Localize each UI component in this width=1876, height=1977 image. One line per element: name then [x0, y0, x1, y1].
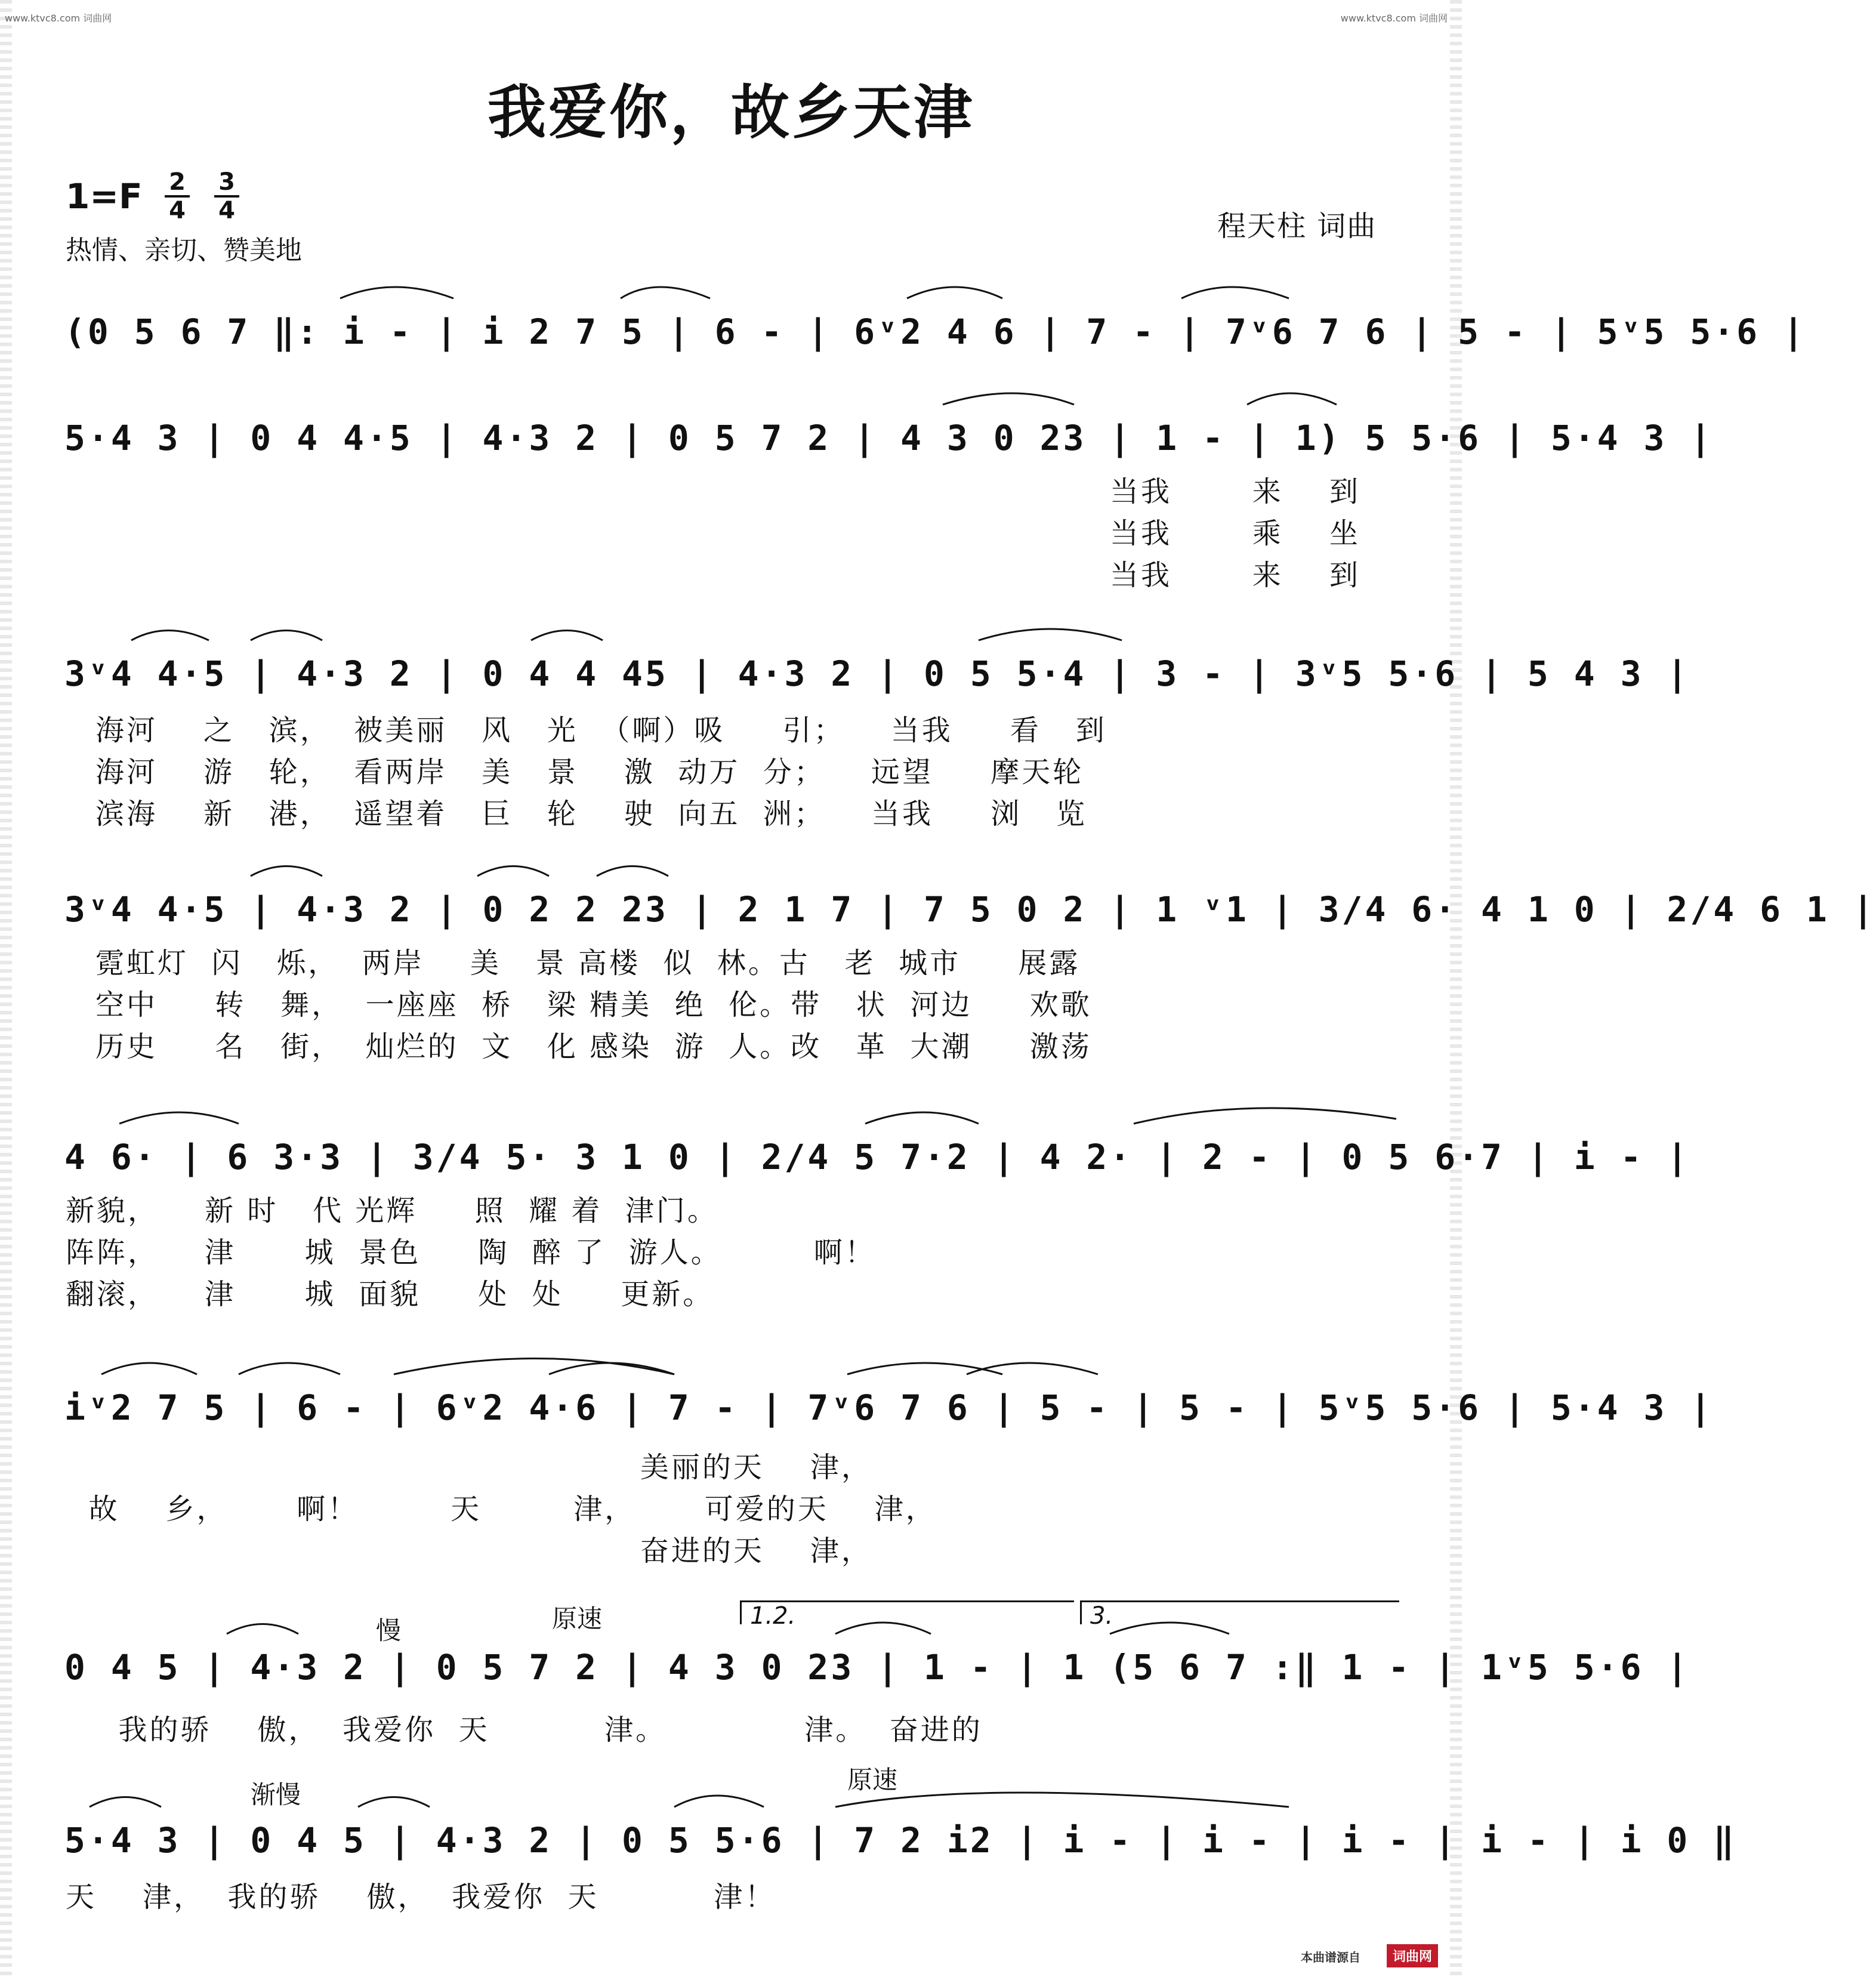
system-7-notes [64, 1647, 1690, 1688]
system-6-lyric-1: 美丽的天 津， [66, 1451, 872, 1484]
system-2-lyric-3: 当我 来 到 [1110, 559, 1360, 592]
system-7-notes-text: 0 4 5 | 4·3 2 | 0 5 7 2 | 4 3 0 23 | 1 - | 1 (5 6 7 :‖ 1 - | 1ᵛ5 5·6 | [64, 1647, 1690, 1688]
system-4-lyric-3: 历史 名 街， 灿烂的 文 化 感染 游 人。改 革 大潮 激荡 [95, 1030, 1092, 1063]
system-1-slurs [60, 246, 1402, 311]
system-4-slurs [60, 824, 1402, 889]
system-6-notes [64, 1387, 1714, 1428]
system-3-lyric-1: 海河 之 滨， 被美丽 风 光 （啊）吸 引； 当我 看 到 [95, 714, 1107, 747]
system-1-notes [64, 311, 1806, 352]
system-3-lyric-3: 滨海 新 港， 遥望着 巨 轮 驶 向五 洲； 当我 浏 览 [95, 797, 1088, 831]
system-3-notes [64, 653, 1690, 694]
system-4-notes-text: 3ᵛ4 4·5 | 4·3 2 | 0 2 2 23 | 2 1 7 | 7 5 0 2 | 1 ᵛ1 | 3/4 6· 4 1 0 | 2/4 6 1 | [64, 889, 1876, 930]
time-signature-2-bottom: 4 [218, 197, 235, 224]
mark-gradually-slower: 渐慢 [251, 1780, 301, 1809]
page-title: 我爱你，故乡天津 [487, 78, 974, 147]
volta-first-ending: 1.2. [740, 1600, 1074, 1624]
system-8-lyric-1: 天 津， 我的骄 傲， 我爱你 天 津！ [66, 1880, 776, 1914]
system-2-slurs [60, 352, 1402, 418]
system-5-lyric-3: 翻滚， 津 城 面貌 处 处 更新。 [66, 1278, 714, 1311]
left-border-decoration [0, 0, 12, 1977]
system-6-lyric-2: 故 乡， 啊！ 天 津， 可爱的天 津， [66, 1492, 937, 1526]
tempo-marking: 热情、亲切、赞美地 [66, 235, 302, 266]
mark-original-tempo-1: 原速 [552, 1604, 603, 1633]
system-4-lyric-2: 空中 转 舞， 一座座 桥 梁 精美 绝 伦。带 状 河边 欢歌 [95, 988, 1092, 1022]
system-4-notes [64, 889, 1876, 930]
watermark-left: www.ktvc8.com 词曲网 [5, 13, 112, 24]
system-4-lyric-1: 霓虹灯 闪 烁， 两岸 美 景 高楼 似 林。古 老 城市 展露 [95, 946, 1081, 980]
time-signature-1-bottom: 4 [169, 197, 186, 224]
system-8-notes-text: 5·4 3 | 0 4 5 | 4·3 2 | 0 5 5·6 | 7 2 i2 | i - | i - | i - | i - | i 0 ‖ [64, 1820, 1737, 1861]
system-6-notes-text: iᵛ2 7 5 | 6 - | 6ᵛ2 4·6 | 7 - | 7ᵛ6 7 6 | 5 - | 5 - | 5ᵛ5 5·6 | 5·4 3 | [64, 1387, 1714, 1428]
system-2-lyric-2: 当我 乘 坐 [1110, 517, 1360, 550]
system-6-slurs [60, 1322, 1402, 1387]
system-6-lyric-3: 奋进的天 津， [66, 1534, 872, 1568]
time-signature-2-top: 3 [218, 168, 235, 196]
system-2-notes [64, 418, 1714, 458]
system-2-lyric-1: 当我 来 到 [1110, 475, 1360, 508]
system-5-notes [64, 1137, 1690, 1177]
time-signature-1-top: 2 [169, 168, 186, 196]
system-1-notes-text: (0 5 6 7 ‖: i - | i 2 7 5 | 6 - | 6ᵛ2 4 6 | 7 - | 7ᵛ6 7 6 | 5 - | 5ᵛ5 5·6 | [64, 311, 1806, 352]
system-3-lyric-2: 海河 游 轮， 看两岸 美 景 激 动万 分； 远望 摩天轮 [95, 755, 1084, 789]
time-signature-2 [212, 170, 242, 223]
mark-original-tempo-2: 原速 [847, 1765, 898, 1794]
system-2-notes-text: 5·4 3 | 0 4 4·5 | 4·3 2 | 0 5 7 2 | 4 3 0 23 | 1 - | 1) 5 5·6 | 5·4 3 | [64, 418, 1714, 458]
volta-third-ending: 3. [1080, 1600, 1399, 1624]
time-signature-1 [162, 170, 192, 223]
system-5-notes-text: 4 6· | 6 3·3 | 3/4 5· 3 1 0 | 2/4 5 7·2 | 4 2· | 2 - | 0 5 6·7 | i - | [64, 1137, 1690, 1177]
system-3-slurs [60, 588, 1402, 653]
footer-source-text: 本曲谱源自 [1301, 1950, 1360, 1964]
system-7-lyric-1: 我的骄 傲， 我爱你 天 津。 津。 奋进的 [95, 1713, 983, 1747]
system-7-slurs [60, 1581, 1402, 1647]
footer-logo: 词曲网 [1387, 1944, 1438, 1967]
system-5-lyric-1: 新貌， 新 时 代 光辉 照 耀 着 津门。 [66, 1194, 718, 1227]
system-8-notes [64, 1820, 1737, 1861]
system-3-notes-text: 3ᵛ4 4·5 | 4·3 2 | 0 4 4 45 | 4·3 2 | 0 5 5·4 | 3 - | 3ᵛ5 5·6 | 5 4 3 | [64, 653, 1690, 694]
system-8-slurs [60, 1754, 1402, 1820]
system-5-lyric-2: 阵阵， 津 城 景色 陶 醉 了 游人。 啊！ [66, 1236, 876, 1269]
key-signature: 1=F [66, 176, 143, 217]
watermark-right: www.ktvc8.com 词曲网 [1340, 13, 1448, 24]
author-credit: 程天柱 词曲 [1217, 209, 1377, 243]
system-5-slurs [60, 1071, 1402, 1137]
mark-slow: 慢 [376, 1616, 402, 1645]
